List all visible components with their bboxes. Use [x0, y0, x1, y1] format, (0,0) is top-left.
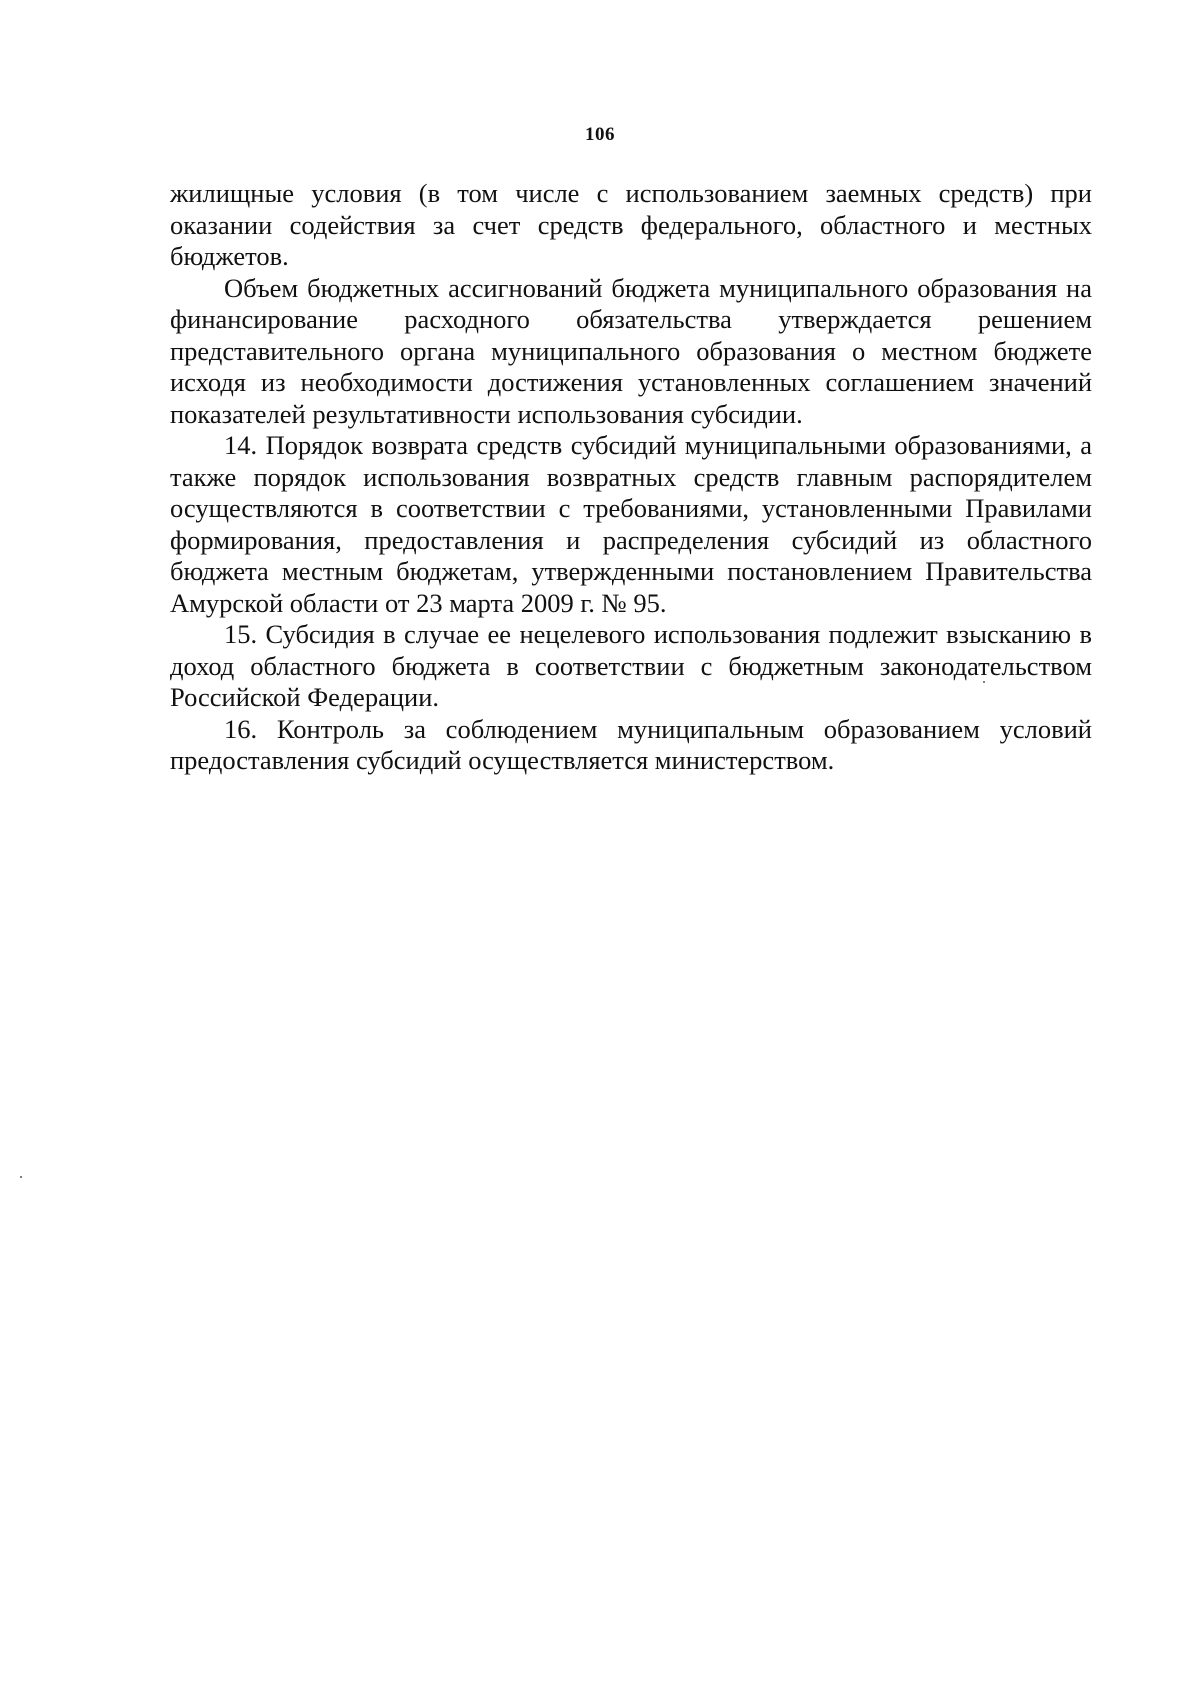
- paragraph-14-return-procedure: 14. Порядок возврата средств субсидий муниципальными образованиями, а также порядок использования возвратных средств главным распорядителем осуществляются в соответствии с требованиями, установленными Правилами формирования, предоставления и распределения субсидий из областного бюджета местным бюджетам, утвержденными постановлением Правительства Амурской области от 23 марта 2009 г. № 95.: [170, 430, 1092, 618]
- paragraph-continuation: жилищные условия (в том числе с использованием заемных средств) при оказании содействия за счет средств федерального, областного и местных бюджетов.: [170, 178, 1092, 271]
- paragraph-budget-allocations: Объем бюджетных ассигнований бюджета муниципального образования на финансирование расходного обязательства утверждается решением представительного органа муниципального образования о местном бюджете исходя из необходимости достижения установленных соглашением значений показателей результативности использования субсидии.: [170, 272, 1092, 429]
- paragraph-15-misuse-recovery: 15. Субсидия в случае ее нецелевого использования подлежит взысканию в доход областного бюджета в соответствии с бюджетным законодательством Российской Федерации.: [170, 619, 1092, 712]
- scan-speck: [20, 1176, 22, 1178]
- paragraph-16-control: 16. Контроль за соблюдением муниципальным образованием условий предоставления субсидий осуществляется министерством.: [170, 713, 1092, 775]
- scan-speck: [983, 681, 985, 683]
- page-number: 106: [585, 124, 615, 145]
- document-body: [170, 178, 1092, 777]
